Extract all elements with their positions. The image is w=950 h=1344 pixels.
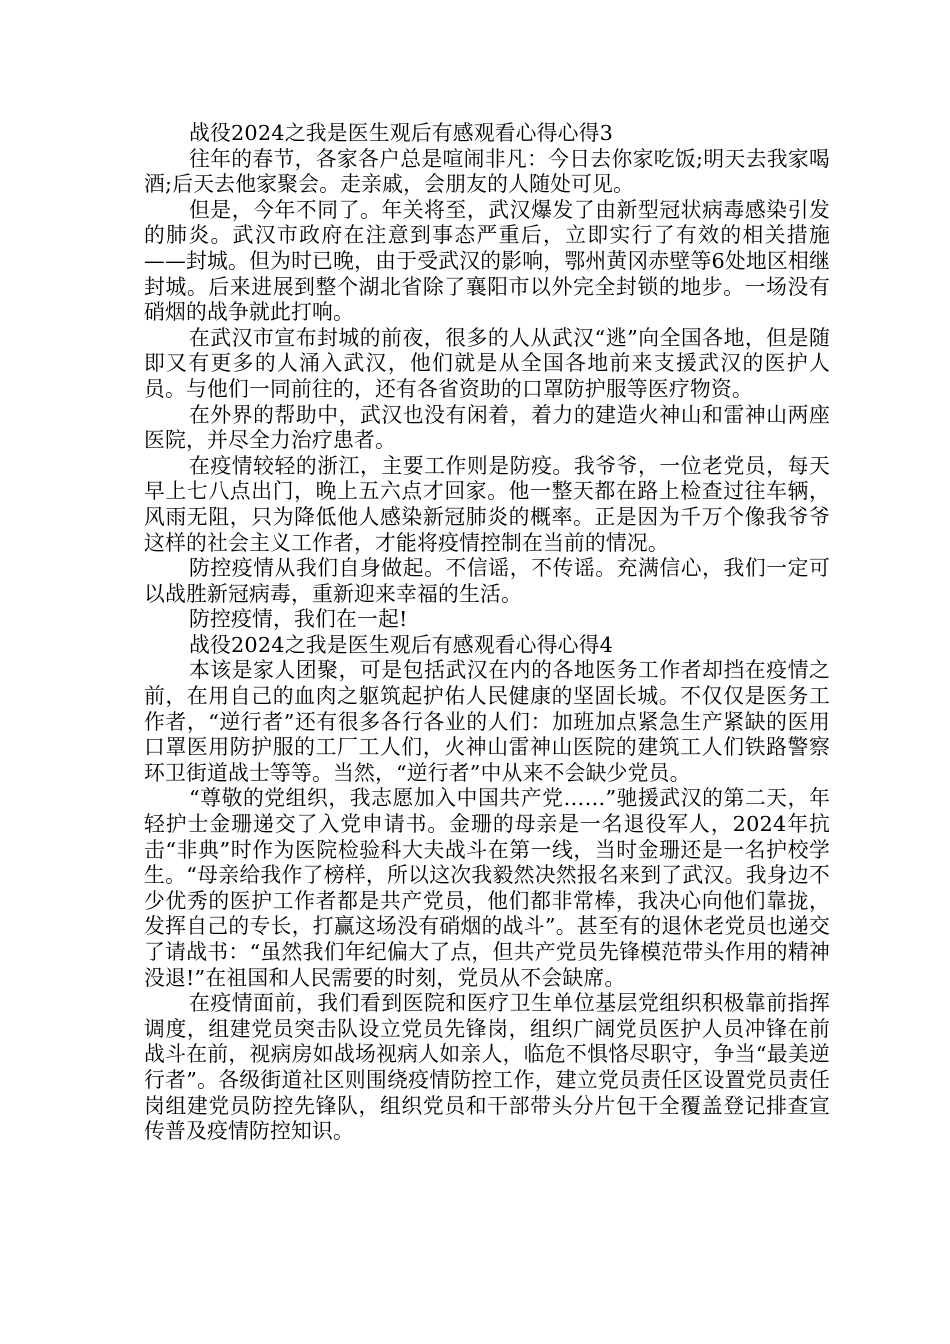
section-3-paragraph-3: 在武汉市宣布封城的前夜，很多的人从武汉“逃”向全国各地，但是随即又有更多的人涌入武汉，他们就是从全国各地前来支援武汉的医护人员。与他们一同前往的，还有各省资助的口罩防护服等医疗物资。	[144, 325, 830, 401]
section-3-paragraph-7: 防控疫情，我们在一起!	[189, 607, 408, 632]
section-4-paragraph-3: 在疫情面前，我们看到医院和医疗卫生单位基层党组织积极靠前指挥调度，组建党员突击队设立党员先锋岗，组织广阔党员医护人员冲锋在前战斗在前，视病房如战场视病人如亲人，临危不惧恪尽职守，争当“最美逆行者”。各级街道社区则围绕疫情防控工作，建立党员责任区设置党员责任岗组建党员防控先锋队，组织党员和干部带头分片包干全覆盖登记排查宣传普及疫情防控知识。	[144, 991, 830, 1144]
section-4-paragraph-1: 本该是家人团聚，可是包括武汉在内的各地医务工作者却挡在疫情之前，在用自己的血肉之躯筑起护佑人民健康的坚固长城。不仅仅是医务工作者，“逆行者”还有很多各行各业的人们：加班加点紧急生产紧缺的医用口罩医用防护服的工厂工人们，火神山雷神山医院的建筑工人们铁路警察环卫街道战士等等。当然，“逆行者”中从来不会缺少党员。	[144, 658, 830, 785]
section-3-paragraph-2: 但是，今年不同了。年关将至，武汉爆发了由新型冠状病毒感染引发的肺炎。武汉市政府在注意到事态严重后，立即实行了有效的相关措施——封城。但为时已晚，由于受武汉的影响，鄂州黄冈赤壁等6处地区相继封城。后来进展到整个湖北省除了襄阳市以外完全封锁的地步。一场没有硝烟的战争就此打响。	[144, 197, 830, 325]
section-3-paragraph-6: 防控疫情从我们自身做起。不信谣，不传谣。充满信心，我们一定可以战胜新冠病毒，重新迎来幸福的生活。	[144, 556, 830, 606]
section-3-paragraph-5: 在疫情较轻的浙江，主要工作则是防疫。我爷爷，一位老党员，每天早上七八点出门，晚上五六点才回家。他一整天都在路上检查过往车辆，风雨无阻，只为降低他人感染新冠肺炎的概率。正是因为千万个像我爷爷这样的社会主义工作者，才能将疫情控制在当前的情况。	[144, 453, 830, 555]
section-3-heading: 战役2024之我是医生观后有感观看心得心得3	[189, 121, 614, 145]
document-page	[144, 121, 830, 1145]
section-4-heading: 战役2024之我是医生观后有感观看心得心得4	[189, 632, 614, 657]
section-3-paragraph-4: 在外界的帮助中，武汉也没有闲着，着力的建造火神山和雷神山两座医院，并尽全力治疗患者。	[144, 402, 830, 453]
section-4-paragraph-2: “尊敬的党组织，我志愿加入中国共产党……”驰援武汉的第二天，年轻护士金珊递交了入党申请书。金珊的母亲是一名退役军人，2024年抗击“非典”时作为医院检验科大夫战斗在第一线，当时金珊还是一名护校学生。“母亲给我作了榜样，所以这次我毅然决然报名来到了武汉。我身边不少优秀的医护工作者都是共产党员，他们都非常棒，我决心向他们靠拢，发挥自己的专长，打赢这场没有硝烟的战斗”。甚至有的退休老党员也递交了请战书：“虽然我们年纪偏大了点，但共产党员先锋模范带头作用的精神没退!”在祖国和人民需要的时刻，党员从不会缺席。	[144, 786, 830, 990]
section-3-paragraph-1: 往年的春节，各家各户总是喧闹非凡：今日去你家吃饭;明天去我家喝酒;后天去他家聚会。走亲戚，会朋友的人随处可见。	[144, 146, 830, 197]
